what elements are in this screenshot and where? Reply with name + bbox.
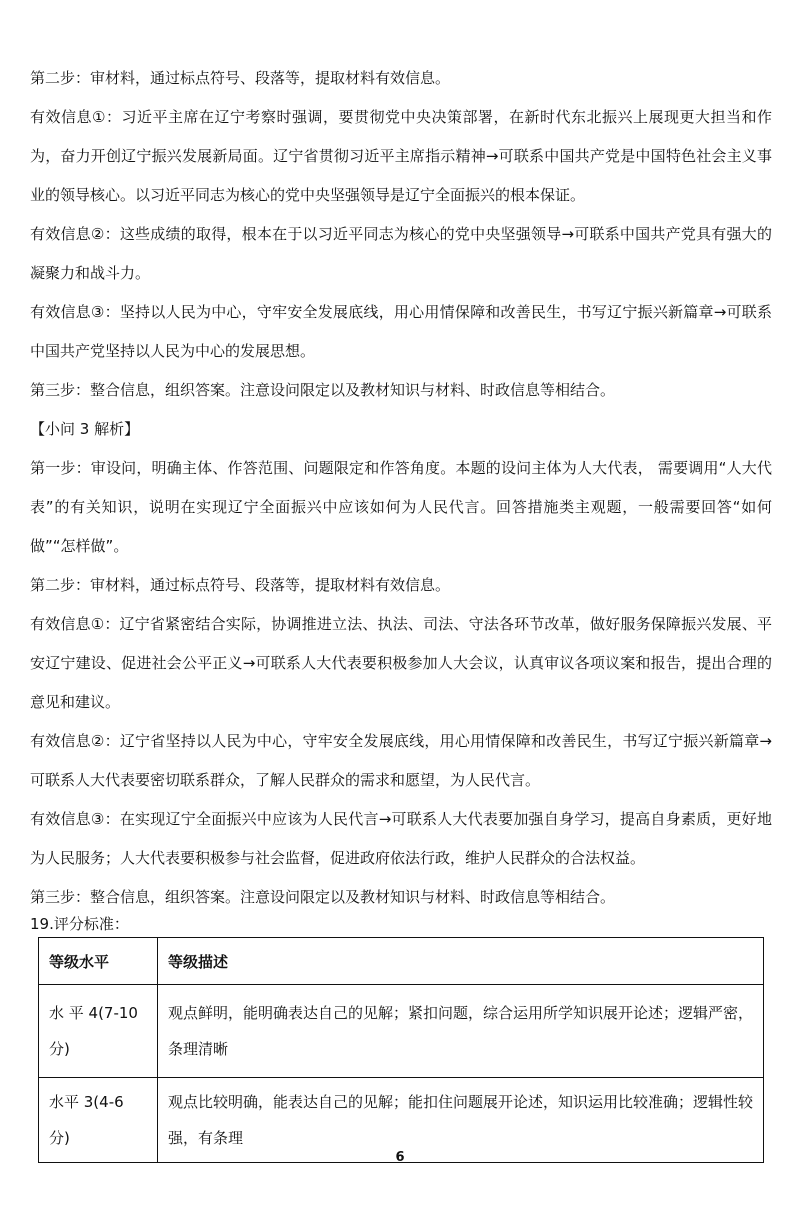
step3-paragraph-q2: 第三步：整合信息，组织答案。注意设问限定以及教材知识与材料、时政信息等相结合。	[30, 381, 616, 399]
question19-heading: 19.评分标准：	[30, 915, 129, 933]
description-cell: 观点比较明确，能表达自己的见解；能扣住问题展开论述，知识运用比较准确；逻辑性较强，有条理	[158, 1078, 764, 1163]
table-row	[39, 985, 764, 1078]
step3-paragraph-q3: 第三步：整合信息，组织答案。注意设问限定以及教材知识与材料、时政信息等相结合。	[30, 888, 616, 906]
description-cell: 观点鲜明，能明确表达自己的见解；紧扣问题，综合运用所学知识展开论述；逻辑严密，条理清晰	[158, 985, 764, 1078]
step2-paragraph-q3: 第二步：审材料，通过标点符号、段落等，提取材料有效信息。	[30, 576, 451, 594]
step2-paragraph-q2: 第二步：审材料，通过标点符号、段落等，提取材料有效信息。	[30, 69, 451, 87]
effective-info-1-q3: 有效信息①：辽宁省紧密结合实际，协调推进立法、执法、司法、守法各环节改革，做好服务保障振兴发展、平安辽宁建设、促进社会公平正义→可联系人大代表要积极参加人大会议，认真审议各项议案和报告，提出合理的意见和建议。	[30, 615, 772, 711]
page-number: 6	[395, 1150, 405, 1165]
header-description: 等级描述	[158, 938, 764, 985]
effective-info-3-q2: 有效信息③：坚持以人民为中心，守牢安全发展底线，用心用情保障和改善民生，书写辽宁振兴新篇章→可联系中国共产党坚持以人民为中心的发展思想。	[30, 303, 772, 360]
step1-paragraph-q3: 第一步：审设问，明确主体、作答范围、问题限定和作答角度。本题的设问主体为人大代表， 需要调用“人大代表”的有关知识，说明在实现辽宁全面振兴中应该如何为人民代言。回答措施类主观题，一般需要回答“如何做”“怎样做”。	[30, 459, 772, 555]
header-level: 等级水平	[39, 938, 158, 985]
question3-heading: 【小问 3 解析】	[30, 420, 140, 438]
table-header-row	[39, 938, 764, 985]
level-cell: 水平 3(4-6 分)	[39, 1078, 158, 1163]
effective-info-2-q2: 有效信息②：这些成绩的取得，根本在于以习近平同志为核心的党中央坚强领导→可联系中国共产党具有强大的凝聚力和战斗力。	[30, 225, 772, 282]
effective-info-2-q3: 有效信息②：辽宁省坚持以人民为中心，守牢安全发展底线，用心用情保障和改善民生，书写辽宁振兴新篇章→可联系人大代表要密切联系群众，了解人民群众的需求和愿望，为人民代言。	[30, 732, 772, 789]
effective-info-1-q2: 有效信息①：习近平主席在辽宁考察时强调，要贯彻党中央决策部署，在新时代东北振兴上展现更大担当和作为，奋力开创辽宁振兴发展新局面。辽宁省贯彻习近平主席指示精神→可联系中国共产党是中国特色社会主义事业的领导核心。以习近平同志为核心的党中央坚强领导是辽宁全面振兴的根本保证。	[30, 108, 772, 204]
effective-info-3-q3: 有效信息③：在实现辽宁全面振兴中应该为人民代言→可联系人大代表要加强自身学习，提高自身素质，更好地为人民服务；人大代表要积极参与社会监督，促进政府依法行政，维护人民群众的合法权益。	[30, 810, 772, 867]
grading-table	[38, 937, 764, 1163]
level-cell: 水 平 4(7-10 分)	[39, 985, 158, 1078]
